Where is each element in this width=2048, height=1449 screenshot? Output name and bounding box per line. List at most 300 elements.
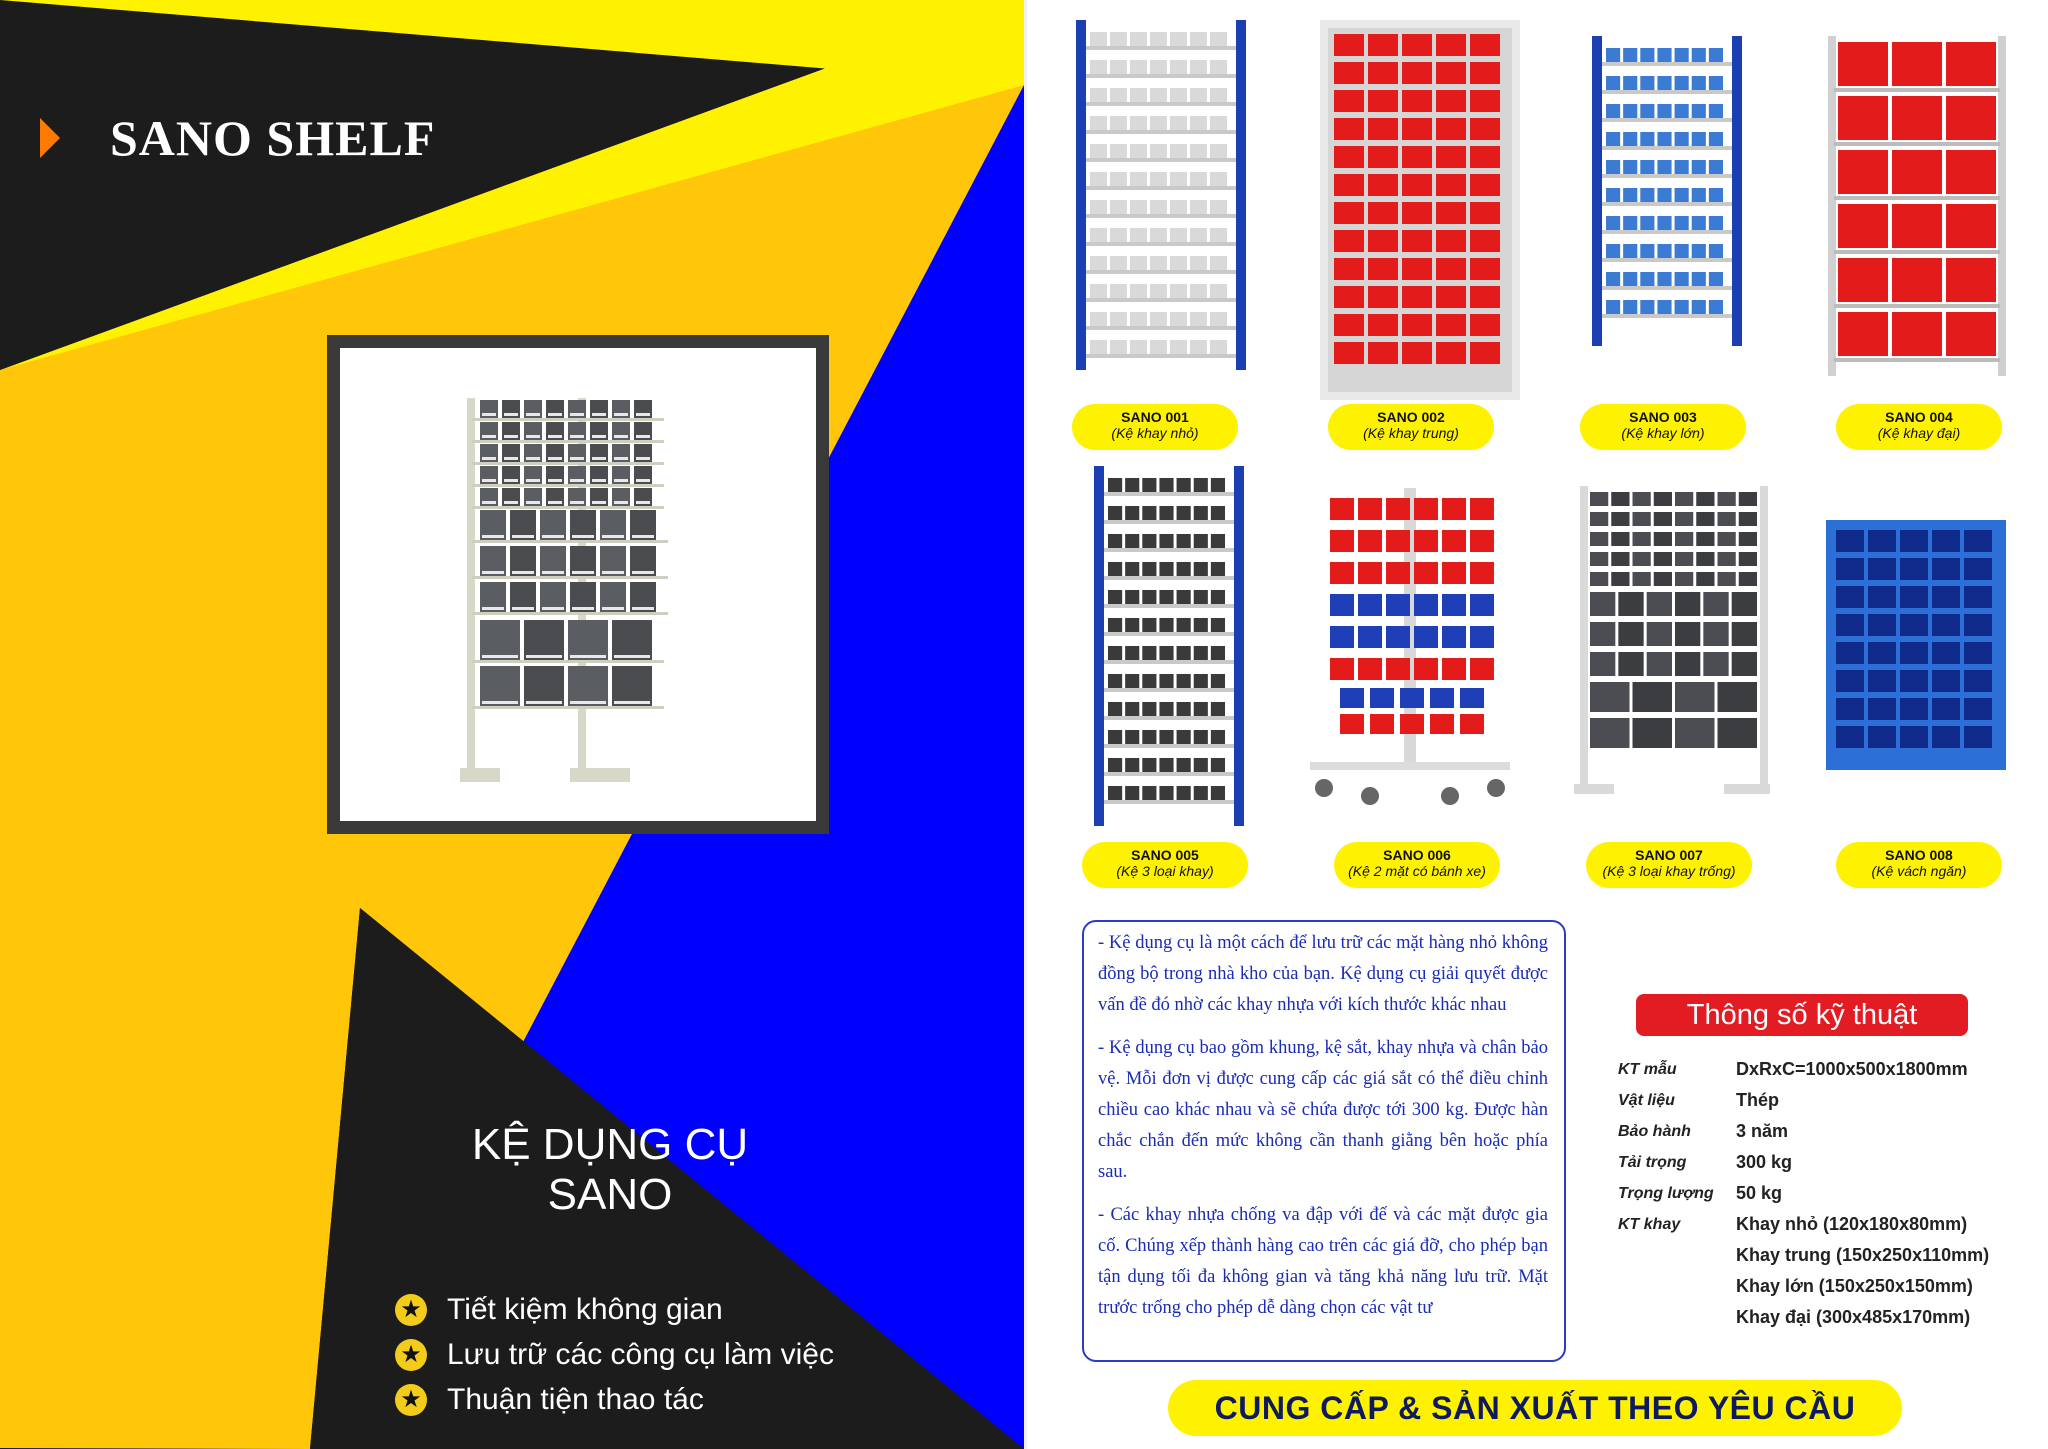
storage-bin xyxy=(1334,146,1364,168)
storage-bin xyxy=(1110,284,1127,298)
storage-bin xyxy=(1692,272,1706,286)
compartment xyxy=(1932,726,1960,748)
bin-label xyxy=(542,535,564,538)
trolley-base xyxy=(1310,762,1510,770)
storage-bin xyxy=(1159,674,1173,688)
upright xyxy=(1580,486,1588,786)
shelf-rail xyxy=(1602,202,1732,206)
compartment xyxy=(1964,614,1992,636)
storage-bin xyxy=(1400,714,1424,734)
product-code: SANO 001 xyxy=(1121,409,1189,425)
compartment xyxy=(1964,726,1992,748)
storage-bin xyxy=(1633,552,1651,566)
storage-bin xyxy=(1125,534,1139,548)
storage-bin xyxy=(1386,562,1410,584)
storage-bin xyxy=(1150,172,1167,186)
storage-bin xyxy=(1108,646,1122,660)
storage-bin xyxy=(480,620,520,660)
storage-bin xyxy=(1330,658,1354,680)
storage-bin xyxy=(1211,702,1225,716)
storage-bin xyxy=(1436,286,1466,308)
storage-bin xyxy=(1414,658,1438,680)
storage-bin xyxy=(1402,146,1432,168)
spec-row xyxy=(1618,1271,1989,1302)
product-desc: (Kệ khay nhỏ) xyxy=(1111,425,1199,441)
product-label xyxy=(1580,404,1746,450)
storage-bin xyxy=(1739,552,1757,566)
storage-bin xyxy=(1210,228,1227,242)
storage-bin xyxy=(1606,132,1620,146)
bin-label xyxy=(482,479,496,482)
storage-bin xyxy=(1892,204,1942,248)
shelf-rail xyxy=(1834,250,2000,254)
storage-bin xyxy=(1732,592,1757,616)
bin-label xyxy=(614,457,628,460)
storage-bin xyxy=(1460,714,1484,734)
storage-bin xyxy=(1211,646,1225,660)
foot xyxy=(1724,784,1770,794)
storage-bin xyxy=(1838,204,1888,248)
bin-label xyxy=(504,435,518,438)
storage-bin xyxy=(1125,590,1139,604)
storage-bin xyxy=(1623,48,1637,62)
storage-bin xyxy=(1194,506,1208,520)
storage-bin xyxy=(1386,626,1410,648)
bin-label xyxy=(542,571,564,574)
storage-bin xyxy=(1675,272,1689,286)
bin-label xyxy=(512,535,534,538)
storage-bin xyxy=(1159,562,1173,576)
banner-cta: CUNG CẤP & SẢN XUẤT THEO YÊU CẦU xyxy=(1168,1380,1902,1436)
shelf-rail xyxy=(1086,326,1236,330)
feature-list xyxy=(395,1287,834,1422)
storage-bin xyxy=(1090,228,1107,242)
bin-label xyxy=(548,479,562,482)
storage-bin xyxy=(1159,618,1173,632)
storage-bin xyxy=(1633,492,1651,506)
storage-bin xyxy=(1654,492,1672,506)
spec-key: Vật liệu xyxy=(1618,1091,1675,1109)
storage-bin xyxy=(1358,658,1382,680)
bin-label xyxy=(572,607,594,610)
storage-bin xyxy=(1368,146,1398,168)
storage-bin xyxy=(1150,256,1167,270)
storage-bin xyxy=(1647,622,1672,646)
storage-bin xyxy=(1340,714,1364,734)
storage-bin xyxy=(1368,118,1398,140)
shelf-rail xyxy=(1602,62,1732,66)
storage-bin xyxy=(1177,646,1191,660)
storage-bin xyxy=(1130,144,1147,158)
storage-bin xyxy=(1170,116,1187,130)
storage-bin xyxy=(1709,76,1723,90)
storage-bin xyxy=(1436,258,1466,280)
compartment xyxy=(1836,558,1864,580)
bin-label xyxy=(526,435,540,438)
storage-bin xyxy=(1402,258,1432,280)
storage-bin xyxy=(1675,532,1693,546)
storage-bin xyxy=(1177,702,1191,716)
storage-bin xyxy=(1142,478,1156,492)
storage-bin xyxy=(1703,592,1728,616)
shelf-rail xyxy=(1086,74,1236,78)
bin-label xyxy=(614,435,628,438)
shelf-image xyxy=(1046,20,1266,380)
storage-bin xyxy=(1709,188,1723,202)
storage-bin xyxy=(1470,342,1500,364)
upright xyxy=(1760,486,1768,786)
storage-bin xyxy=(1946,150,1996,194)
bin-label xyxy=(602,535,624,538)
storage-bin xyxy=(1414,594,1438,616)
storage-bin xyxy=(1194,646,1208,660)
storage-bin xyxy=(1358,594,1382,616)
storage-bin xyxy=(1190,88,1207,102)
storage-bin xyxy=(1108,478,1122,492)
storage-bin xyxy=(1657,104,1671,118)
storage-bin xyxy=(1732,622,1757,646)
spec-value: 50 kg xyxy=(1736,1183,1783,1203)
bin-label xyxy=(482,413,496,416)
bin-label xyxy=(526,479,540,482)
storage-bin xyxy=(1177,758,1191,772)
storage-bin xyxy=(1640,188,1654,202)
compartment xyxy=(1868,586,1896,608)
storage-bin xyxy=(1110,144,1127,158)
bin-label xyxy=(592,457,606,460)
storage-bin xyxy=(1838,42,1888,86)
bin-label xyxy=(548,413,562,416)
storage-bin xyxy=(1386,658,1410,680)
storage-bin xyxy=(1125,786,1139,800)
spec-row xyxy=(1618,1209,1989,1240)
storage-bin xyxy=(1142,702,1156,716)
storage-bin xyxy=(1211,786,1225,800)
storage-bin xyxy=(1190,116,1207,130)
bin-label xyxy=(570,501,584,504)
storage-bin xyxy=(1606,76,1620,90)
storage-bin xyxy=(1358,562,1382,584)
storage-bin xyxy=(1709,132,1723,146)
storage-bin xyxy=(1190,172,1207,186)
shelf-image xyxy=(1574,486,1774,796)
storage-bin xyxy=(1470,498,1494,520)
storage-bin xyxy=(1657,132,1671,146)
storage-bin xyxy=(1177,618,1191,632)
bin-label xyxy=(614,413,628,416)
bin-label xyxy=(512,607,534,610)
bin-label xyxy=(482,701,518,704)
storage-bin xyxy=(1470,62,1500,84)
storage-bin xyxy=(1436,174,1466,196)
storage-bin xyxy=(1142,730,1156,744)
storage-bin xyxy=(1675,216,1689,230)
storage-bin xyxy=(1709,104,1723,118)
storage-bin xyxy=(1675,512,1693,526)
storage-bin xyxy=(1590,572,1608,586)
storage-bin xyxy=(1402,90,1432,112)
storage-bin xyxy=(1130,340,1147,354)
storage-bin xyxy=(612,620,652,660)
shelf-rail xyxy=(1104,800,1234,804)
brand-title: SANO SHELF xyxy=(110,110,436,166)
compartment xyxy=(1932,558,1960,580)
storage-bin xyxy=(1657,160,1671,174)
storage-bin xyxy=(1108,674,1122,688)
shelf-rail xyxy=(1834,88,2000,92)
storage-bin xyxy=(1159,478,1173,492)
storage-bin xyxy=(480,666,520,706)
bin-label xyxy=(526,457,540,460)
storage-bin xyxy=(612,666,652,706)
storage-bin xyxy=(1090,144,1107,158)
storage-bin xyxy=(1838,150,1888,194)
storage-bin xyxy=(1159,506,1173,520)
compartment xyxy=(1964,698,1992,720)
storage-bin xyxy=(1194,478,1208,492)
product-desc: (Kệ 3 loại khay) xyxy=(1116,863,1214,879)
storage-bin xyxy=(1368,230,1398,252)
storage-bin xyxy=(1675,492,1693,506)
shelf-rail xyxy=(1086,158,1236,162)
storage-bin xyxy=(1946,312,1996,356)
product-code: SANO 008 xyxy=(1885,847,1953,863)
foot xyxy=(1574,784,1614,794)
storage-bin xyxy=(1211,562,1225,576)
storage-bin xyxy=(1194,786,1208,800)
storage-bin xyxy=(1368,314,1398,336)
storage-bin xyxy=(1692,300,1706,314)
compartment xyxy=(1900,586,1928,608)
bin-label xyxy=(570,701,606,704)
storage-bin xyxy=(1142,674,1156,688)
storage-bin xyxy=(1190,312,1207,326)
storage-bin xyxy=(1170,88,1187,102)
storage-bin xyxy=(1402,314,1432,336)
storage-bin xyxy=(1442,594,1466,616)
storage-bin xyxy=(1657,244,1671,258)
bin-label xyxy=(526,501,540,504)
storage-bin xyxy=(1436,146,1466,168)
bin-label xyxy=(636,501,650,504)
storage-bin xyxy=(1142,758,1156,772)
compartment xyxy=(1900,558,1928,580)
storage-bin xyxy=(1606,272,1620,286)
storage-bin xyxy=(1675,48,1689,62)
storage-bin xyxy=(1470,530,1494,552)
product-label xyxy=(1072,404,1238,450)
storage-bin xyxy=(1190,32,1207,46)
storage-bin xyxy=(1675,160,1689,174)
storage-bin xyxy=(1142,618,1156,632)
storage-bin xyxy=(1170,172,1187,186)
storage-bin xyxy=(1142,534,1156,548)
storage-bin xyxy=(1090,32,1107,46)
storage-bin xyxy=(1194,674,1208,688)
storage-bin xyxy=(1159,702,1173,716)
bin-label xyxy=(570,435,584,438)
storage-bin xyxy=(1623,188,1637,202)
bin-label xyxy=(482,457,496,460)
storage-bin xyxy=(1838,312,1888,356)
compartment xyxy=(1932,642,1960,664)
storage-bin xyxy=(1470,258,1500,280)
spec-value: Khay đại (300x485x170mm) xyxy=(1736,1307,1971,1327)
shelf-image xyxy=(1320,20,1520,400)
bin-label xyxy=(592,435,606,438)
shelf-rail xyxy=(1086,102,1236,106)
storage-bin xyxy=(1125,618,1139,632)
storage-bin xyxy=(1402,174,1432,196)
shelf-image xyxy=(1826,520,2006,770)
shelf-rail xyxy=(1104,632,1234,636)
storage-bin xyxy=(1618,652,1643,676)
shelf-rail xyxy=(1602,118,1732,122)
bin-label xyxy=(614,655,650,658)
product-desc: (Kệ khay trung) xyxy=(1363,425,1459,441)
storage-bin xyxy=(1090,60,1107,74)
storage-bin xyxy=(1470,626,1494,648)
storage-bin xyxy=(1210,32,1227,46)
storage-bin xyxy=(1442,530,1466,552)
storage-bin xyxy=(1590,652,1615,676)
shelf-rail xyxy=(1104,772,1234,776)
product-code: SANO 007 xyxy=(1635,847,1703,863)
storage-bin xyxy=(1210,116,1227,130)
shelf-rail xyxy=(1602,314,1732,318)
storage-bin xyxy=(1108,506,1122,520)
storage-bin xyxy=(1692,132,1706,146)
product-code: SANO 004 xyxy=(1885,409,1953,425)
storage-bin xyxy=(1211,618,1225,632)
compartment xyxy=(1868,530,1896,552)
shelf-image xyxy=(1300,488,1520,808)
storage-bin xyxy=(1194,702,1208,716)
storage-bin xyxy=(1436,202,1466,224)
storage-bin xyxy=(1108,702,1122,716)
spec-key: Trọng lượng xyxy=(1618,1184,1714,1202)
storage-bin xyxy=(1110,88,1127,102)
product-code: SANO 003 xyxy=(1629,409,1697,425)
storage-bin xyxy=(1696,532,1714,546)
shelf-rail xyxy=(1104,576,1234,580)
storage-bin xyxy=(1386,530,1410,552)
storage-bin xyxy=(1211,534,1225,548)
storage-bin xyxy=(1170,312,1187,326)
storage-bin xyxy=(1470,230,1500,252)
compartment xyxy=(1932,614,1960,636)
storage-bin xyxy=(1177,674,1191,688)
storage-bin xyxy=(1125,758,1139,772)
storage-bin xyxy=(1402,62,1432,84)
shelf-rail xyxy=(1602,174,1732,178)
storage-bin xyxy=(1692,48,1706,62)
shelf-rail xyxy=(472,576,668,579)
storage-bin xyxy=(1657,216,1671,230)
compartment xyxy=(1900,530,1928,552)
compartment xyxy=(1868,642,1896,664)
storage-bin xyxy=(1675,552,1693,566)
storage-bin xyxy=(1150,116,1167,130)
storage-bin xyxy=(1739,492,1757,506)
compartment xyxy=(1964,558,1992,580)
product-code: SANO 006 xyxy=(1383,847,1451,863)
storage-bin xyxy=(1402,230,1432,252)
product-code: SANO 005 xyxy=(1131,847,1199,863)
storage-bin xyxy=(1368,342,1398,364)
bin-label xyxy=(572,535,594,538)
storage-bin xyxy=(1623,300,1637,314)
spec-value: DxRxC=1000x500x1800mm xyxy=(1736,1059,1968,1079)
storage-bin xyxy=(1130,312,1147,326)
compartment xyxy=(1964,670,1992,692)
feature-item xyxy=(395,1377,834,1422)
storage-bin xyxy=(1110,256,1127,270)
storage-bin xyxy=(1340,688,1364,708)
wheel xyxy=(1487,779,1505,797)
upright xyxy=(1998,36,2006,376)
storage-bin xyxy=(1470,174,1500,196)
spec-row xyxy=(1618,1302,1989,1333)
storage-bin xyxy=(1177,506,1191,520)
bin-label xyxy=(632,535,654,538)
storage-bin xyxy=(1368,62,1398,84)
product-desc: (Kệ khay lớn) xyxy=(1621,425,1705,441)
storage-bin xyxy=(1692,244,1706,258)
compartment xyxy=(1868,698,1896,720)
compartment xyxy=(1932,698,1960,720)
spec-key: KT khay xyxy=(1618,1215,1681,1233)
bin-label xyxy=(632,607,654,610)
spec-key: Tải trọng xyxy=(1618,1153,1687,1171)
shelf-rail xyxy=(1834,196,2000,200)
compartment xyxy=(1900,726,1928,748)
storage-bin xyxy=(1709,272,1723,286)
storage-bin xyxy=(1194,758,1208,772)
storage-bin xyxy=(1130,172,1147,186)
bin-label xyxy=(572,571,594,574)
shelf-rail xyxy=(1086,242,1236,246)
feature-label: Lưu trữ các công cụ làm việc xyxy=(447,1337,834,1371)
storage-bin xyxy=(1606,160,1620,174)
product-label xyxy=(1836,404,2002,450)
bin-label xyxy=(570,655,606,658)
storage-bin xyxy=(1334,342,1364,364)
storage-bin xyxy=(1402,118,1432,140)
spec-row xyxy=(1618,1240,1989,1271)
upright xyxy=(1234,466,1244,826)
bin-label xyxy=(614,701,650,704)
storage-bin xyxy=(1210,88,1227,102)
compartment xyxy=(1932,586,1960,608)
storage-bin xyxy=(1892,150,1942,194)
compartment xyxy=(1836,530,1864,552)
storage-bin xyxy=(1623,104,1637,118)
storage-bin xyxy=(1177,562,1191,576)
storage-bin xyxy=(1150,312,1167,326)
compartment xyxy=(1932,530,1960,552)
hero-shelf-image xyxy=(340,348,816,821)
storage-bin xyxy=(1142,506,1156,520)
storage-bin xyxy=(1654,512,1672,526)
storage-bin xyxy=(1657,76,1671,90)
storage-bin xyxy=(1470,658,1494,680)
storage-bin xyxy=(1211,478,1225,492)
storage-bin xyxy=(1657,272,1671,286)
specs-title: Thông số kỹ thuật xyxy=(1636,994,1968,1036)
shelf-rail xyxy=(1104,716,1234,720)
storage-bin xyxy=(1170,32,1187,46)
